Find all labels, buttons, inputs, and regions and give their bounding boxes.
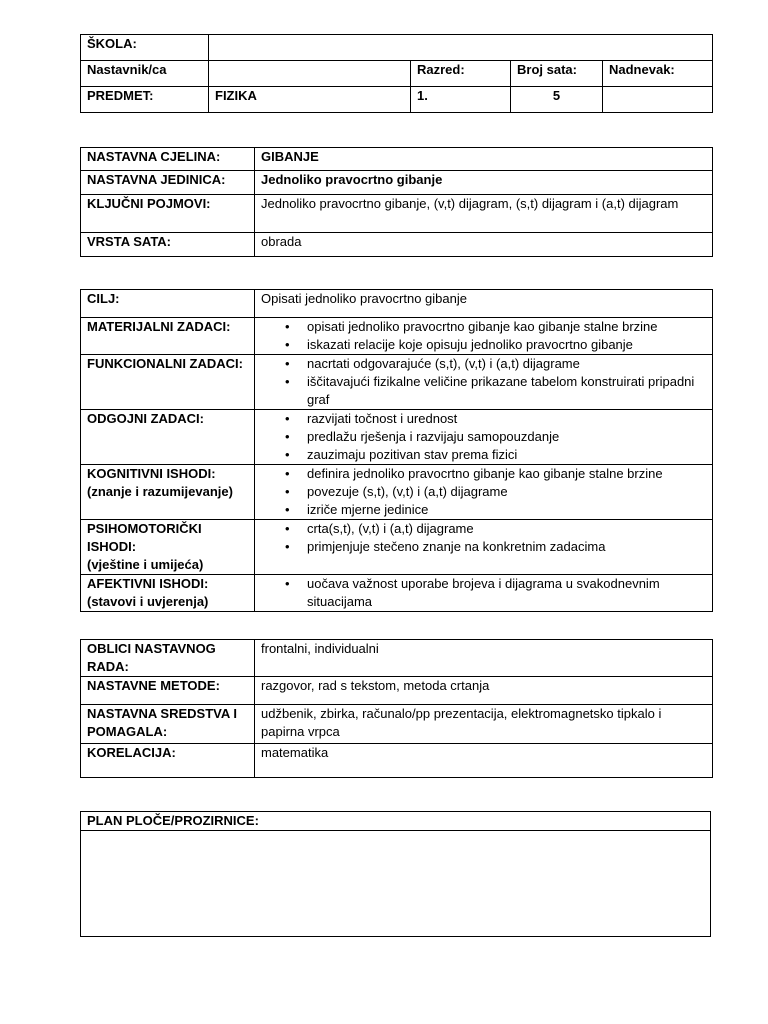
- psihomotoricki-list: [261, 520, 706, 556]
- list-item: • iskazati relacije koje opisuju jednoliko pravocrtno gibanje: [307, 336, 706, 354]
- vrsta-label: VRSTA SATA:: [81, 233, 255, 257]
- kognitivni-cell: [255, 465, 713, 520]
- unit-table: [80, 147, 713, 257]
- metode-value: razgovor, rad s tekstom, metoda crtanja: [255, 677, 713, 705]
- pojmovi-label: KLJUČNI POJMOVI:: [81, 195, 255, 233]
- list-item: • uočava važnost uporabe brojeva i dijagrama u svakodnevnim situacijama: [307, 575, 706, 611]
- broj-sata-value: 5: [511, 87, 603, 113]
- list-item: • izriče mjerne jedinice: [307, 501, 706, 519]
- skola-value-field[interactable]: [209, 35, 713, 61]
- cjelina-label: NASTAVNA CJELINA:: [81, 148, 255, 171]
- psihomotoricki-label-line-2: ISHODI:: [87, 539, 137, 554]
- list-item: • zauzimaju pozitivan stav prema fizici: [307, 446, 706, 464]
- psihomotoricki-label: [81, 520, 255, 575]
- afektivni-label-line-2: (stavovi i uvjerenja): [87, 594, 209, 609]
- pojmovi-value: Jednoliko pravocrtno gibanje, (v,t) dijagram, (s,t) dijagram i (a,t) dijagram: [255, 195, 713, 233]
- psihomotoricki-label-line-3: (vještine i umijeća): [87, 557, 204, 572]
- sredstva-label: NASTAVNA SREDSTVA I POMAGALA:: [81, 705, 255, 744]
- oblici-value: frontalni, individualni: [255, 640, 713, 677]
- list-item: • razvijati točnost i urednost: [307, 410, 706, 428]
- funkcionalni-list: [261, 355, 706, 409]
- plan-ploce-label: PLAN PLOČE/PROZIRNICE:: [81, 812, 711, 831]
- list-item: • definira jednoliko pravocrtno gibanje kao gibanje stalne brzine: [307, 465, 706, 483]
- kognitivni-label-line-2: (znanje i razumijevanje): [87, 484, 233, 499]
- header-table: [80, 34, 713, 113]
- list-item: • primjenjuje stečeno znanje na konkretnim zadacima: [307, 538, 706, 556]
- plan-ploce-area[interactable]: [81, 831, 711, 937]
- cilj-value: Opisati jednoliko pravocrtno gibanje: [255, 290, 713, 318]
- list-item: • iščitavajući fizikalne veličine prikazane tabelom konstruirati pripadni graf: [307, 373, 706, 409]
- oblici-label: OBLICI NASTAVNOG RADA:: [81, 640, 255, 677]
- afektivni-label: [81, 575, 255, 612]
- nadnevak-value-field[interactable]: [603, 87, 713, 113]
- afektivni-label-line-1: AFEKTIVNI ISHODI:: [87, 576, 209, 591]
- razred-value: 1.: [411, 87, 511, 113]
- materijalni-label: MATERIJALNI ZADACI:: [81, 318, 255, 355]
- afektivni-cell: [255, 575, 713, 612]
- cilj-label: CILJ:: [81, 290, 255, 318]
- goals-table: [80, 289, 713, 612]
- odgojni-label: ODGOJNI ZADACI:: [81, 410, 255, 465]
- cjelina-value: GIBANJE: [255, 148, 713, 171]
- broj-sata-label: Broj sata:: [511, 61, 603, 87]
- materijalni-cell: [255, 318, 713, 355]
- nastavnik-label: Nastavnik/ca: [81, 61, 209, 87]
- predmet-label: PREDMET:: [81, 87, 209, 113]
- predmet-value: FIZIKA: [209, 87, 411, 113]
- kognitivni-label-line-1: KOGNITIVNI ISHODI:: [87, 466, 216, 481]
- psihomotoricki-label-line-1: PSIHOMOTORIČKI: [87, 521, 202, 536]
- razred-label: Razred:: [411, 61, 511, 87]
- list-item: • crta(s,t), (v,t) i (a,t) dijagrame: [307, 520, 706, 538]
- list-item: • predlažu rješenja i razvijaju samopouzdanje: [307, 428, 706, 446]
- afektivni-list: [261, 575, 706, 611]
- board-plan-table: [80, 811, 711, 937]
- odgojni-cell: [255, 410, 713, 465]
- kognitivni-label: [81, 465, 255, 520]
- odgojni-list: [261, 410, 706, 464]
- sredstva-value: udžbenik, zbirka, računalo/pp prezentacija, elektromagnetsko tipkalo i papirna vrpca: [255, 705, 713, 744]
- list-item: • opisati jednoliko pravocrtno gibanje kao gibanje stalne brzine: [307, 318, 706, 336]
- korelacija-label: KORELACIJA:: [81, 744, 255, 778]
- nadnevak-label: Nadnevak:: [603, 61, 713, 87]
- korelacija-value: matematika: [255, 744, 713, 778]
- skola-label: ŠKOLA:: [81, 35, 209, 61]
- metode-label: NASTAVNE METODE:: [81, 677, 255, 705]
- psihomotoricki-cell: [255, 520, 713, 575]
- list-item: • povezuje (s,t), (v,t) i (a,t) dijagrame: [307, 483, 706, 501]
- nastavnik-value-field[interactable]: [209, 61, 411, 87]
- methods-table: [80, 639, 713, 778]
- funkcionalni-cell: [255, 355, 713, 410]
- materijalni-list: [261, 318, 706, 354]
- kognitivni-list: [261, 465, 706, 519]
- list-item: • nacrtati odgovarajuće (s,t), (v,t) i (a,t) dijagrame: [307, 355, 706, 373]
- vrsta-value: obrada: [255, 233, 713, 257]
- funkcionalni-label: FUNKCIONALNI ZADACI:: [81, 355, 255, 410]
- jedinica-label: NASTAVNA JEDINICA:: [81, 171, 255, 195]
- jedinica-value: Jednoliko pravocrtno gibanje: [255, 171, 713, 195]
